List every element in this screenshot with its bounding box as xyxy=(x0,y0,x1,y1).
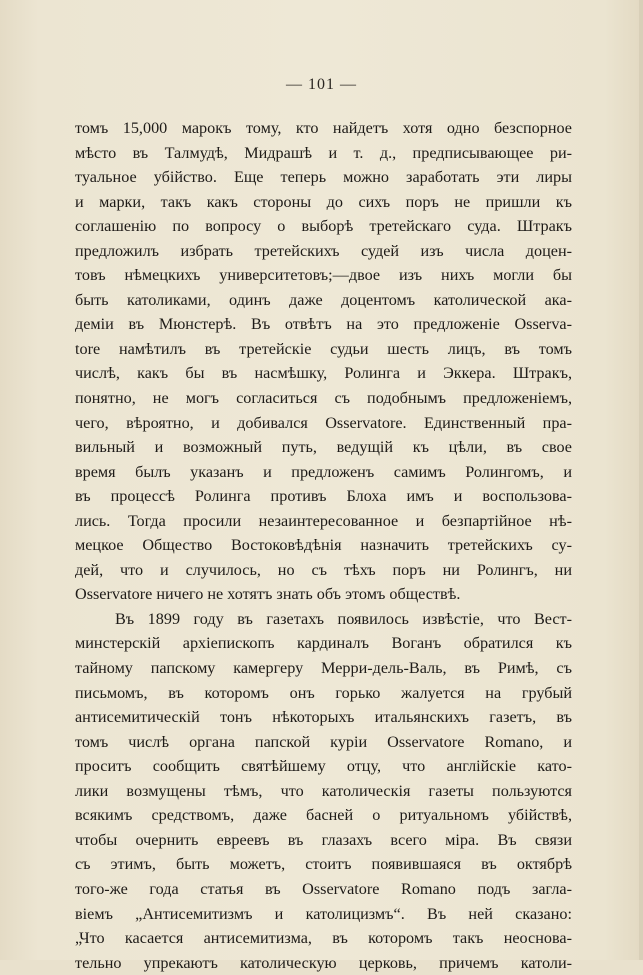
text-line: предложилъ избрать третейскихъ судей изъ числа доцен- xyxy=(75,241,572,260)
text-line: tore намѣтилъ въ третейскіе судьи шесть лицъ, въ томъ xyxy=(75,339,572,358)
text-line: въ процессѣ Ролинга противъ Блоха имъ и воспользова- xyxy=(75,487,572,506)
text-line: деміи въ Мюнстерѣ. Въ отвѣтъ на это предложеніе Osserva- xyxy=(75,315,572,334)
text-line: чего, вѣроятно, и добивался Osservatore. Единственный пра- xyxy=(75,413,572,432)
text-line: лики возмущены тѣмъ, что католическія газеты пользуются xyxy=(75,781,572,800)
text-line: минстерскій архіепископъ кардиналъ Воганъ обратился къ xyxy=(75,634,572,653)
text-line: проситъ сообщить святѣйшему отцу, что англійскіе като- xyxy=(75,757,572,776)
text-line: томъ числѣ органа папской куріи Osservatore Romano, и xyxy=(75,732,572,751)
text-line: туальное убійство. Еще теперь можно заработать эти лиры xyxy=(75,168,572,187)
text-line: вильный и возможный путь, ведущій къ цѣли, въ свое xyxy=(75,438,572,457)
text-line: время былъ указанъ и предложенъ самимъ Ролингомъ, и xyxy=(75,462,572,481)
text-line: мецкое Общество Востоковѣдѣнія назначить третейскихъ су- xyxy=(75,536,572,555)
text-line: письмомъ, въ которомъ онъ горько жалуется на грубый xyxy=(75,683,572,702)
text-line: понятно, не могъ согласиться съ подобнымъ предложеніемъ, xyxy=(75,389,572,408)
text-line: дей, что и случилось, но съ тѣхъ поръ ни Ролингъ, ни xyxy=(75,560,572,579)
page-edge xyxy=(639,0,643,960)
text-line: быть католиками, одинъ даже доцентомъ католической ака- xyxy=(75,290,572,309)
text-line: того-же года статья въ Osservatore Romano подъ загла- xyxy=(75,879,572,898)
text-line: Osservatore ничего не хотятъ знать объ этомъ обществѣ. xyxy=(75,585,461,604)
text-line: мѣсто въ Талмудѣ, Мидрашѣ и т. д., предписывающее ри- xyxy=(75,143,572,162)
text-line: и марки, такъ какъ стороны до сихъ поръ не пришли къ xyxy=(75,192,572,211)
text-line: числѣ, какъ бы въ насмѣшку, Ролинга и Эккера. Штракъ, xyxy=(75,364,572,383)
text-line: товъ нѣмецкихъ университетовъ;—двое изъ нихъ могли бы xyxy=(75,266,572,285)
text-line: съ этимъ, быть можетъ, стоитъ появившаяся въ октябрѣ xyxy=(75,855,572,874)
text-line: соглашенію по вопросу о выборѣ третейскаго суда. Штракъ xyxy=(75,217,572,236)
text-line: томъ 15,000 марокъ тому, кто найдетъ хотя одно безспорное xyxy=(75,119,572,137)
text-line: „Что касается антисемитизма, въ которомъ такъ неоснова- xyxy=(75,929,572,948)
text-line: тайному папскому камергеру Мерри-дель-Валь, въ Римѣ, съ xyxy=(75,659,572,678)
text-line: всякимъ средствомъ, даже басней о ритуальномъ убійствѣ, xyxy=(75,806,572,825)
text-line: тельно упрекаютъ католическую церковь, причемъ католи- xyxy=(75,953,572,972)
text-line: Въ 1899 году въ газетахъ появилось извѣстіе, что Вест- xyxy=(115,609,572,628)
text-line: чтобы очернить евреевъ въ глазахъ всего міра. Въ связи xyxy=(75,830,572,849)
text-line: антисемитическій тонъ нѣкоторыхъ итальянскихъ газетъ, въ xyxy=(75,708,572,727)
body-text xyxy=(75,116,572,975)
page-number: — 101 — xyxy=(286,76,357,93)
text-line: лись. Тогда просили незаинтересованное и безпартійное нѣ- xyxy=(75,511,572,530)
text-line: віемъ „Антисемитизмъ и католицизмъ“. Въ ней сказано: xyxy=(75,904,572,923)
